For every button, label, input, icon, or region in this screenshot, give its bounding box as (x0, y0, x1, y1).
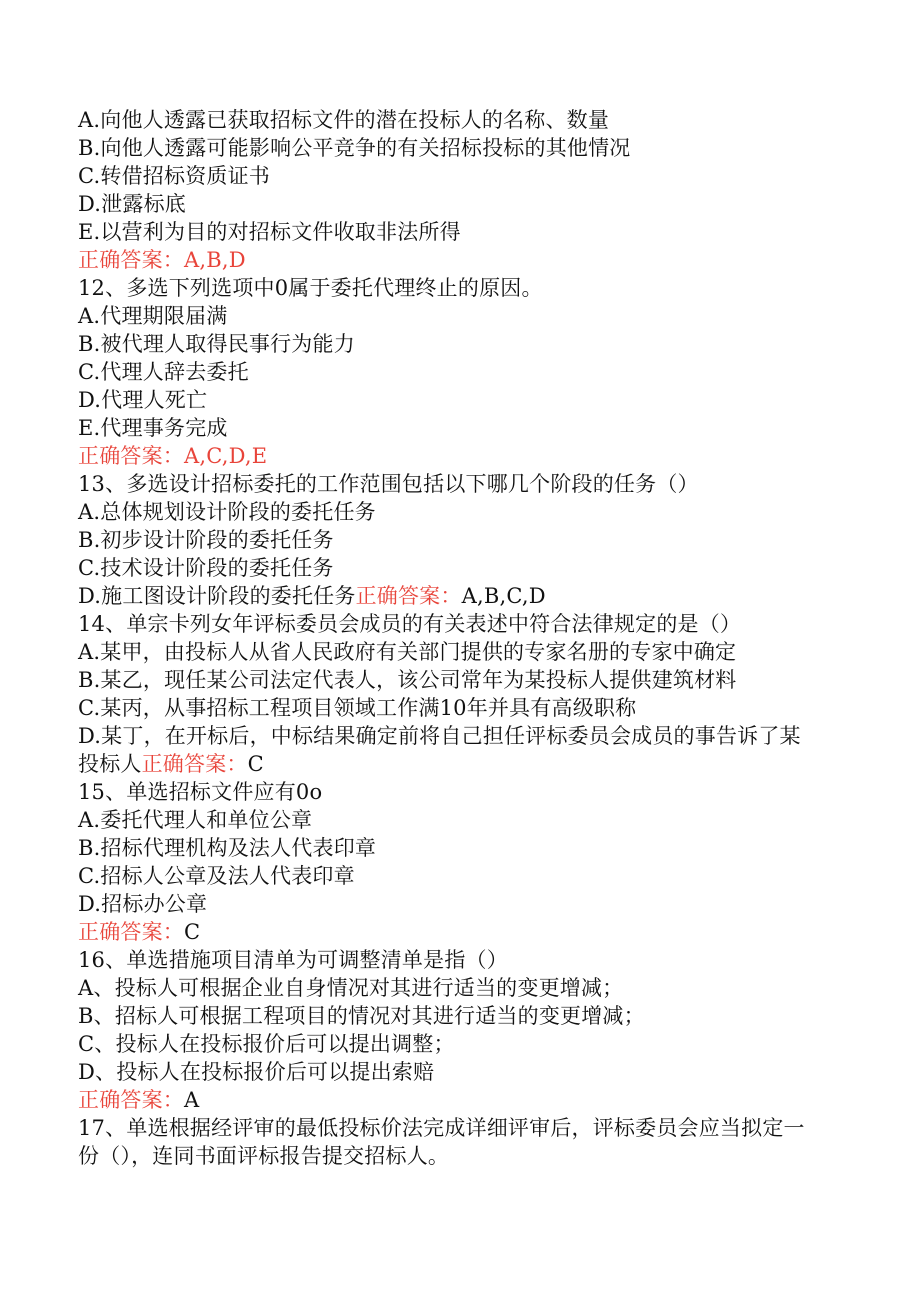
answer-label: 正确答案： (355, 584, 462, 608)
question-stem: 12、多选下列选项中0属于委托代理终止的原因。 (78, 276, 543, 300)
option-b: B.初步设计阶段的委托任务 (78, 528, 334, 552)
option-a: A.总体规划设计阶段的委托任务 (78, 500, 376, 524)
option-b: B.被代理人取得民事行为能力 (78, 332, 355, 356)
question-16 (78, 946, 818, 1114)
option-d: D.泄露标底 (78, 192, 186, 216)
answer-line (78, 246, 818, 274)
option-a: A.代理期限届满 (78, 304, 228, 328)
option-a: A.某甲，由投标人从省人民政府有关部门提供的专家名册的专家中确定 (78, 640, 737, 664)
question-stem-line-1: 17、单选根据经评审的最低投标价法完成详细评审后，评标委员会应当拟定一 (78, 1116, 805, 1140)
answer-value: A,B,D (184, 248, 246, 272)
option-c: C.转借招标资质证书 (78, 164, 270, 188)
answer-value: A (184, 1088, 200, 1112)
option-c: C.某丙，从事招标工程项目领域工作满10年并具有高级职称 (78, 696, 637, 720)
option-d-continuation: 投标人 (78, 752, 142, 776)
option-a: A.向他人透露已获取招标文件的潜在投标人的名称、数量 (78, 108, 610, 132)
option-d: D.代理人死亡 (78, 388, 208, 412)
option-c: C.招标人公章及法人代表印章 (78, 864, 355, 888)
question-13 (78, 470, 818, 610)
question-stem: 15、单选招标文件应有0o (78, 780, 323, 804)
question-15 (78, 778, 818, 946)
answer-label: 正确答案： (78, 248, 184, 272)
option-d: D.施工图设计阶段的委托任务 (78, 584, 356, 608)
question-11 (78, 106, 818, 274)
question-14 (78, 610, 818, 778)
option-b: B、招标人可根据工程项目的情况对其进行适当的变更增减； (78, 1004, 645, 1028)
question-stem: 13、多选设计招标委托的工作范围包括以下哪几个阶段的任务（） (78, 472, 699, 496)
answer-value: C (247, 752, 264, 776)
option-c: C.代理人辞去委托 (78, 360, 249, 384)
question-12 (78, 274, 818, 470)
option-d-with-answer (78, 582, 818, 610)
answer-label: 正确答案： (78, 444, 184, 468)
answer-label: 正确答案： (78, 920, 184, 944)
option-d: D.某丁，在开标后，中标结果确定前将自己担任评标委员会成员的事告诉了某 (78, 724, 801, 748)
answer-value: A,C,D,E (184, 444, 268, 468)
option-d: D、投标人在投标报价后可以提出索赔 (78, 1060, 435, 1084)
option-e: E.以营利为目的对招标文件收取非法所得 (78, 220, 461, 244)
question-stem: 16、单选措施项目清单为可调整清单是指（） (78, 948, 508, 972)
answer-value: A,B,C,D (461, 584, 546, 608)
option-c: C.技术设计阶段的委托任务 (78, 556, 334, 580)
answer-label: 正确答案： (78, 1088, 184, 1112)
option-a: A.委托代理人和单位公章 (78, 808, 313, 832)
question-stem: 14、单宗卡列女年评标委员会成员的有关表述中符合法律规定的是（） (78, 612, 742, 636)
option-e: E.代理事务完成 (78, 416, 228, 440)
option-c: C、投标人在投标报价后可以提出调整； (78, 1032, 455, 1056)
answer-line (78, 442, 818, 470)
answer-line (78, 1086, 818, 1114)
question-stem-line-2: 份（），连同书面评标报告提交招标人。 (78, 1144, 450, 1168)
answer-line (78, 918, 818, 946)
question-17 (78, 1114, 818, 1170)
option-d: D.招标办公章 (78, 892, 208, 916)
answer-label: 正确答案： (141, 752, 248, 776)
option-b: B.招标代理机构及法人代表印章 (78, 836, 377, 860)
option-a: A、投标人可根据企业自身情况对其进行适当的变更增减； (78, 976, 624, 1000)
option-d-continuation-with-answer (78, 750, 818, 778)
document-page (78, 106, 818, 1170)
option-b: B.某乙，现任某公司法定代表人，该公司常年为某投标人提供建筑材料 (78, 668, 737, 692)
option-b: B.向他人透露可能影响公平竞争的有关招标投标的其他情况 (78, 136, 631, 160)
answer-value: C (184, 920, 201, 944)
